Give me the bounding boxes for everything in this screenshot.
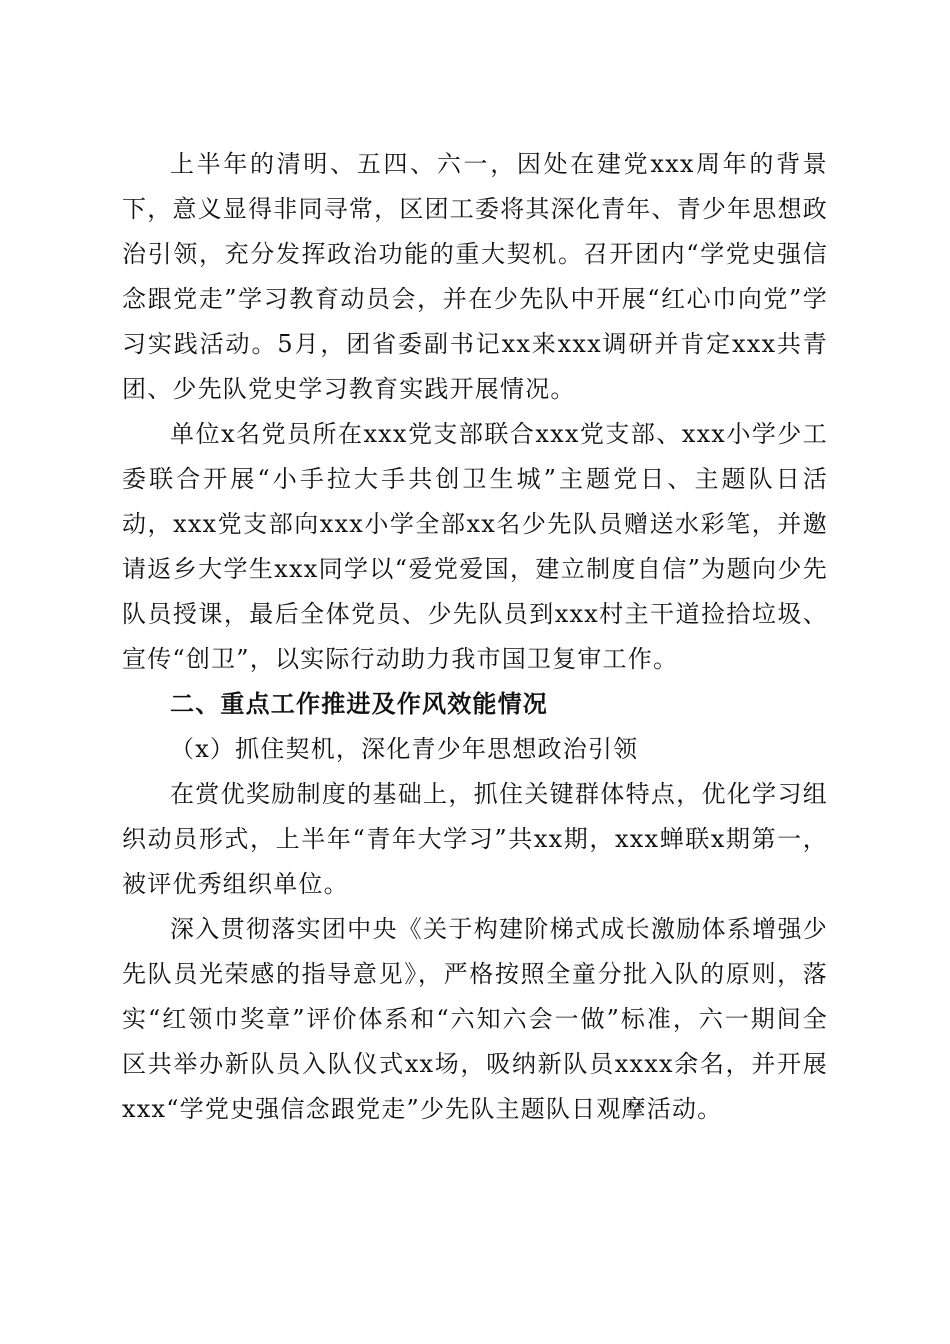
document-body xyxy=(122,142,828,1132)
paragraph-1: 上半年的清明、五四、六一，因处在建党xxx周年的背景下，意义显得非同寻常，区团工委将其深化青年、青少年思想政治引领，充分发挥政治功能的重大契机。召开团内“学党史强信念跟党走”学习教育动员会，并在少先队中开展“红心巾向党”学习实践活动。5月，团省委副书记xx来xxx调研并肯定xxx共青团、少先队党史学习教育实践开展情况。 xyxy=(122,150,828,403)
paragraph-2: 单位x名党员所在xxx党支部联合xxx党支部、xxx小学少工委联合开展“小手拉大手共创卫生城”主题党日、主题队日活动，xxx党支部向xxx小学全部xx名少先队员赠送水彩笔，并邀请返乡大学生xxx同学以“爱党爱国，建立制度自信”为题向少先队员授课，最后全体党员、少先队员到xxx村主干道捡拾垃圾、宣传“创卫”，以实际行动助力我市国卫复审工作。 xyxy=(122,420,828,673)
section-heading: 二、重点工作推进及作风效能情况 xyxy=(170,690,548,718)
subsection-heading: （x）抓住契机，深化青少年思想政治引领 xyxy=(170,735,639,763)
paragraph-3: 在赏优奖励制度的基础上，抓住关键群体特点，优化学习组织动员形式，上半年“青年大学习”共xx期，xxx蝉联x期第一，被评优秀组织单位。 xyxy=(122,780,828,898)
paragraph-4: 深入贯彻落实团中央《关于构建阶梯式成长激励体系增强少先队员光荣感的指导意见》，严格按照全童分批入队的原则，落实“红领巾奖章”评价体系和“六知六会一做”标准，六一期间全区共举办新队员入队仪式xx场，吸纳新队员xxxx余名，并开展xxx“学党史强信念跟党走”少先队主题队日观摩活动。 xyxy=(122,915,828,1123)
